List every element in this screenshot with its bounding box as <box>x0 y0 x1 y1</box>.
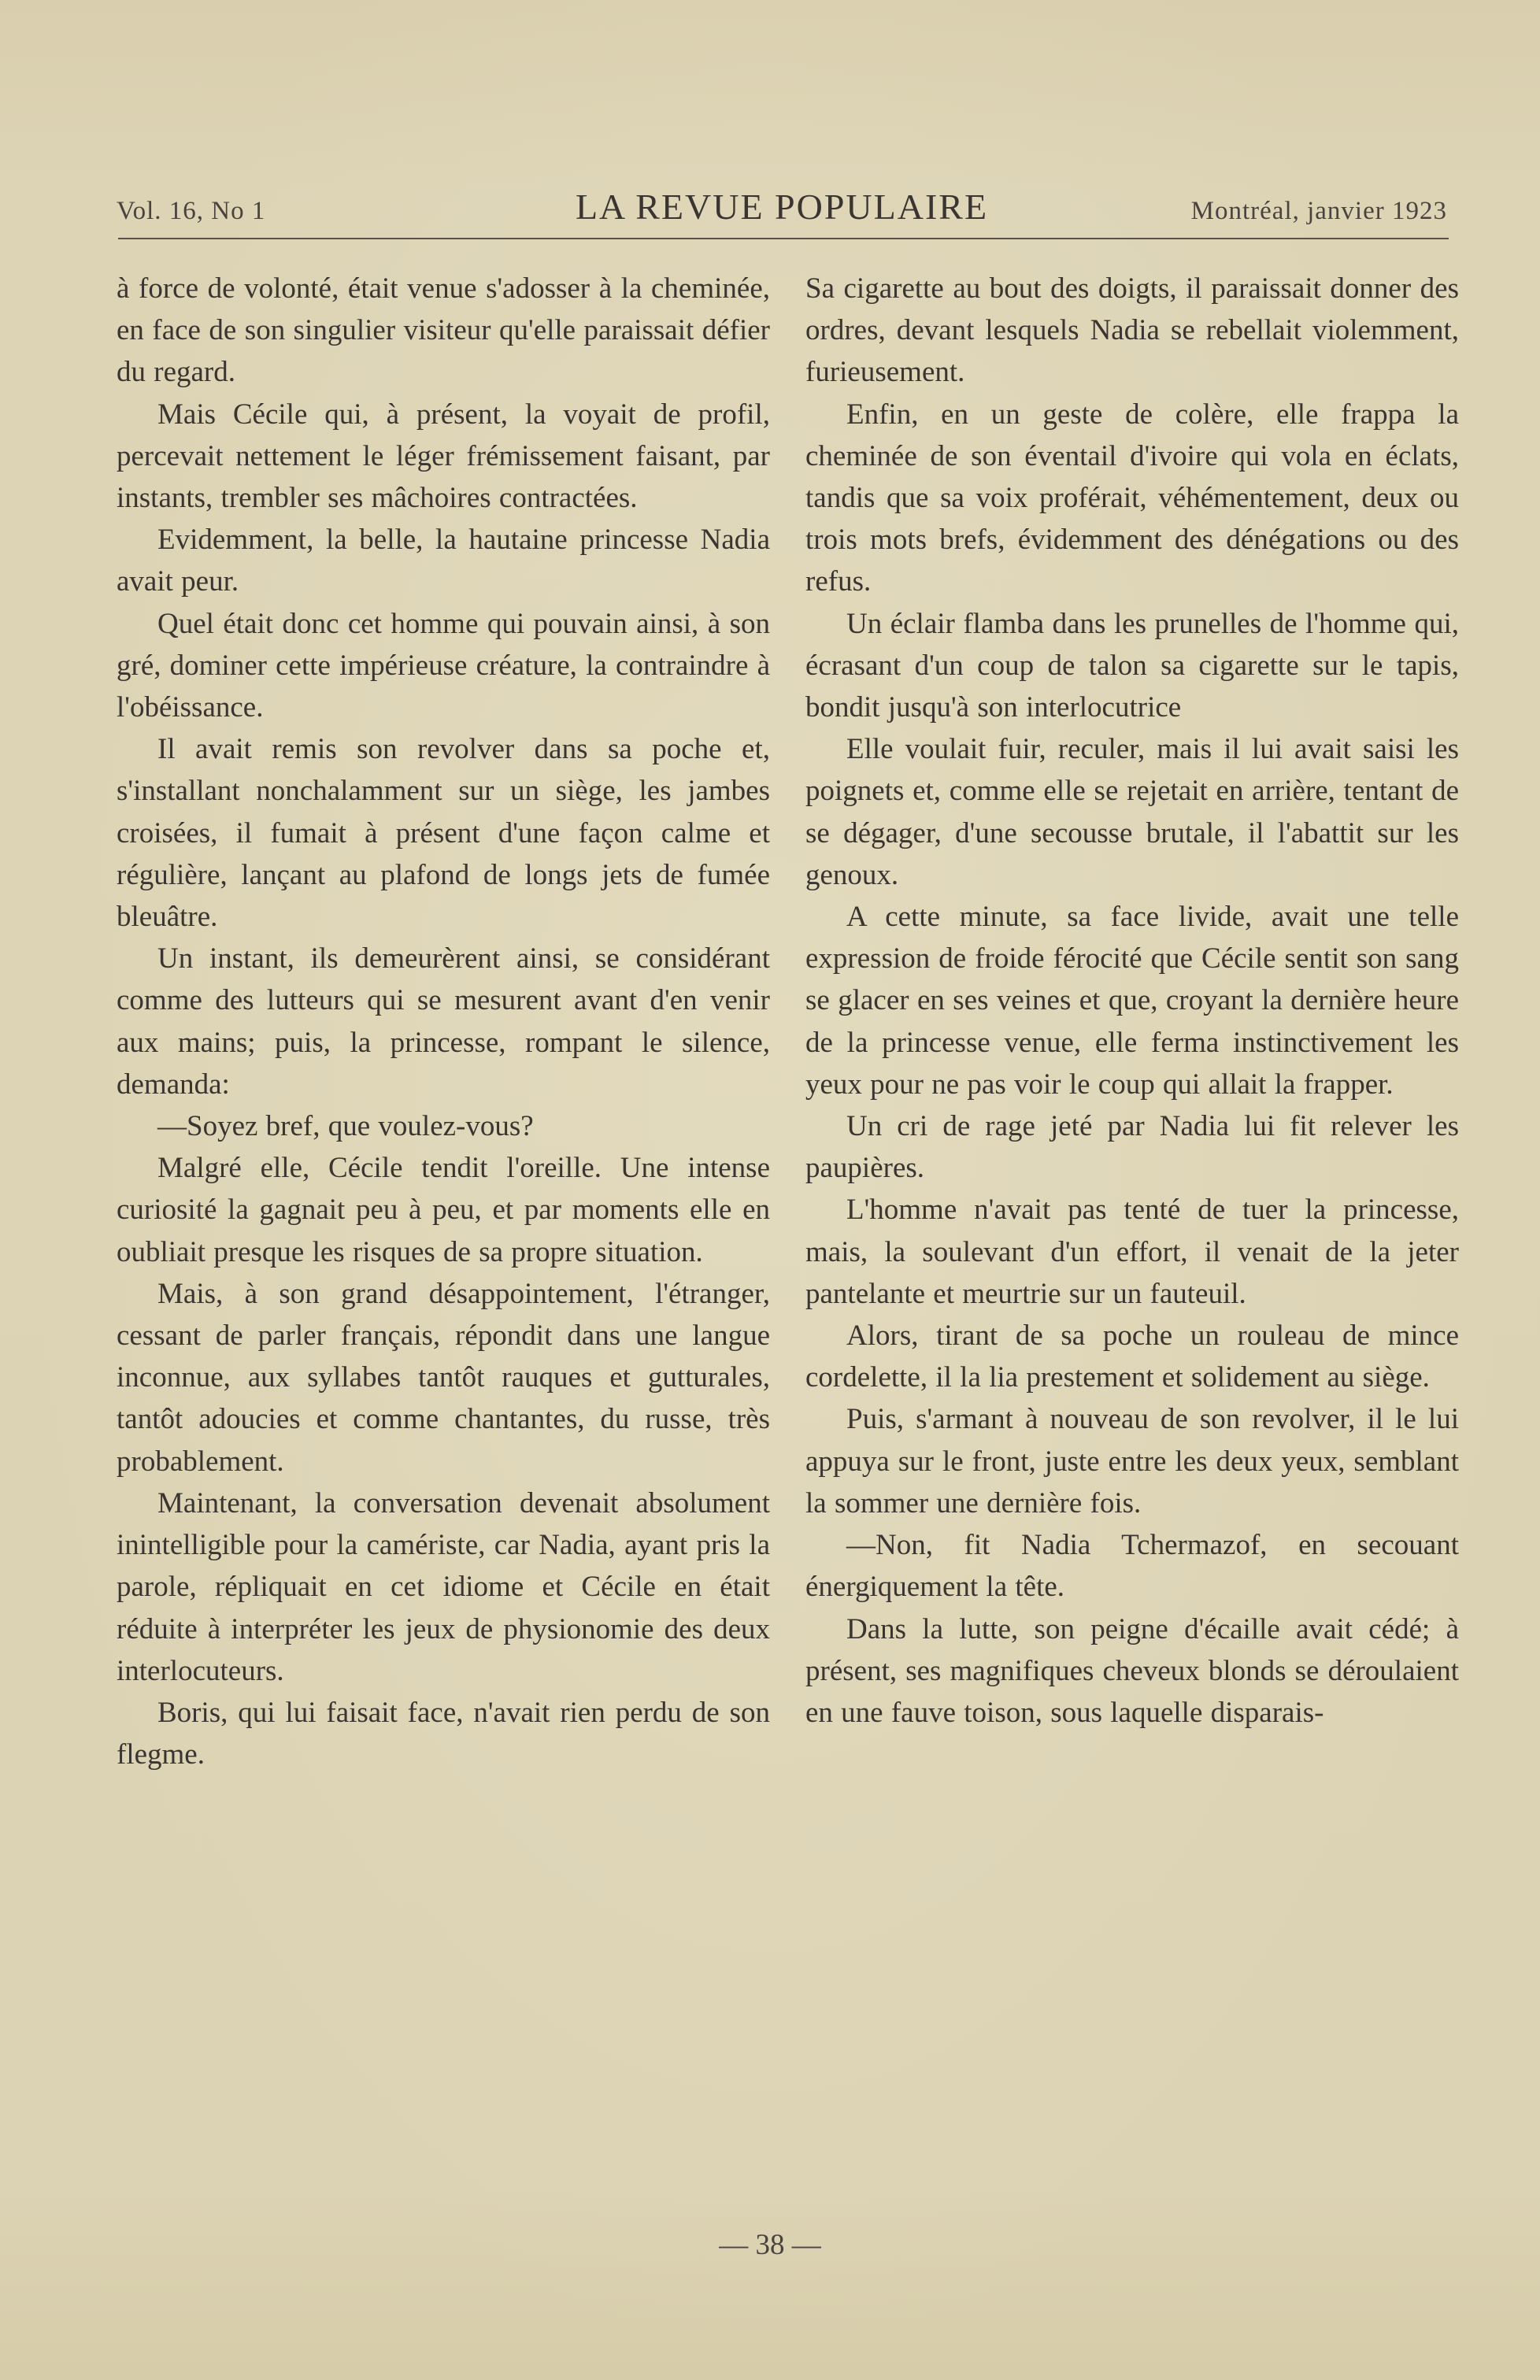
paragraph: A cette minute, sa face livide, avait une telle expression de froide férocité que Cécile sentit son sang se glacer en ses veines et que, croyant la dernière heure de la princesse venue, elle ferma instinctivement les yeux pour ne pas voir le coup qui allait la frapper. <box>805 901 1459 1101</box>
publication-title: LA REVUE POPULAIRE <box>575 187 989 227</box>
paragraph: Sa cigarette au bout des doigts, il paraissait donner des ordres, devant lesquels Nadia se rebellait violemment, furieusement. <box>805 272 1459 389</box>
paragraph: Boris, qui lui faisait face, n'avait rien perdu de son flegme. <box>117 1696 770 1771</box>
paragraph: L'homme n'avait pas tenté de tuer la princesse, mais, la soulevant d'un effort, il venait de la jeter pantelante et meurtrie sur un fauteuil. <box>805 1194 1459 1310</box>
paragraph: —Non, fit Nadia Tchermazof, en secouant énergiquement la tête. <box>805 1529 1459 1604</box>
place-date-label: Montréal, janvier 1923 <box>1190 197 1447 225</box>
paragraph: —Soyez bref, que voulez-vous? <box>157 1110 534 1143</box>
paragraph: Il avait remis son revolver dans sa poche et, s'installant nonchalamment sur un siège, les jambes croisées, il fumait à présent d'une façon calme et régulière, lançant au plafond de longs jets de fumée bleuâtre. <box>117 733 770 934</box>
running-header <box>117 186 1447 233</box>
header-rule <box>118 238 1449 239</box>
paragraph: Elle voulait fuir, reculer, mais il lui avait saisi les poignets et, comme elle se rejetait en arrière, tentant de se dégager, d'une secousse brutale, il l'abattit sur les genoux. <box>805 733 1459 891</box>
paragraph: Mais, à son grand désappointement, l'étranger, cessant de parler français, répondit dans une langue inconnue, aux syllabes tantôt rauques et gutturales, tantôt adoucies et comme chantantes, du russe, très probablement. <box>117 1277 770 1478</box>
page-number: — 38 — <box>719 2229 821 2261</box>
paragraph: Mais Cécile qui, à présent, la voyait de profil, percevait nettement le léger frémissement faisant, par instants, trembler ses mâchoires contractées. <box>117 398 770 515</box>
paragraph: Puis, s'armant à nouveau de son revolver, il le lui appuya sur le front, juste entre les deux yeux, semblant la sommer une dernière fois. <box>805 1403 1459 1519</box>
paragraph: Enfin, en un geste de colère, elle frappa la cheminée de son éventail d'ivoire qui vola en éclats, tandis que sa voix proférait, véhémentement, deux ou trois mots brefs, évidemment des dénégations ou des refus. <box>805 398 1459 598</box>
left-column <box>117 268 770 1775</box>
paragraph: Quel était donc cet homme qui pouvain ainsi, à son gré, dominer cette impérieuse créature, la contraindre à l'obéissance. <box>117 607 770 724</box>
right-column <box>805 268 1459 1734</box>
paragraph: Dans la lutte, son peigne d'écaille avait cédé; à présent, ses magnifiques cheveux blonds se déroulaient en une fauve toison, sous laquelle disparais- <box>805 1612 1459 1729</box>
paragraph: Alors, tirant de sa poche un rouleau de mince cordelette, il la lia prestement et solidement au siège. <box>805 1320 1459 1394</box>
paragraph: Evidemment, la belle, la hautaine princesse Nadia avait peur. <box>117 524 770 598</box>
paragraph: Un cri de rage jeté par Nadia lui fit relever les paupières. <box>805 1110 1459 1185</box>
paragraph: Un éclair flamba dans les prunelles de l'homme qui, écrasant d'un coup de talon sa cigarette sur le tapis, bondit jusqu'à son interlocutrice <box>805 607 1459 724</box>
paragraph: à force de volonté, était venue s'adosser à la cheminée, en face de son singulier visiteur qu'elle paraissait défier du regard. <box>117 272 770 389</box>
paragraph: Malgré elle, Cécile tendit l'oreille. Une intense curiosité la gagnait peu à peu, et par moments elle en oubliait presque les risques de sa propre situation. <box>117 1152 770 1268</box>
volume-label: Vol. 16, No 1 <box>117 197 266 225</box>
paragraph: Maintenant, la conversation devenait absolument inintelligible pour la camériste, car Nadia, ayant pris la parole, répliquait en cet idiome et Cécile en était réduite à interpréter les jeux de physionomie des deux interlocuteurs. <box>117 1486 770 1687</box>
paragraph: Un instant, ils demeurèrent ainsi, se considérant comme des lutteurs qui se mesurent avant d'en venir aux mains; puis, la princesse, rompant le silence, demanda: <box>117 942 770 1101</box>
